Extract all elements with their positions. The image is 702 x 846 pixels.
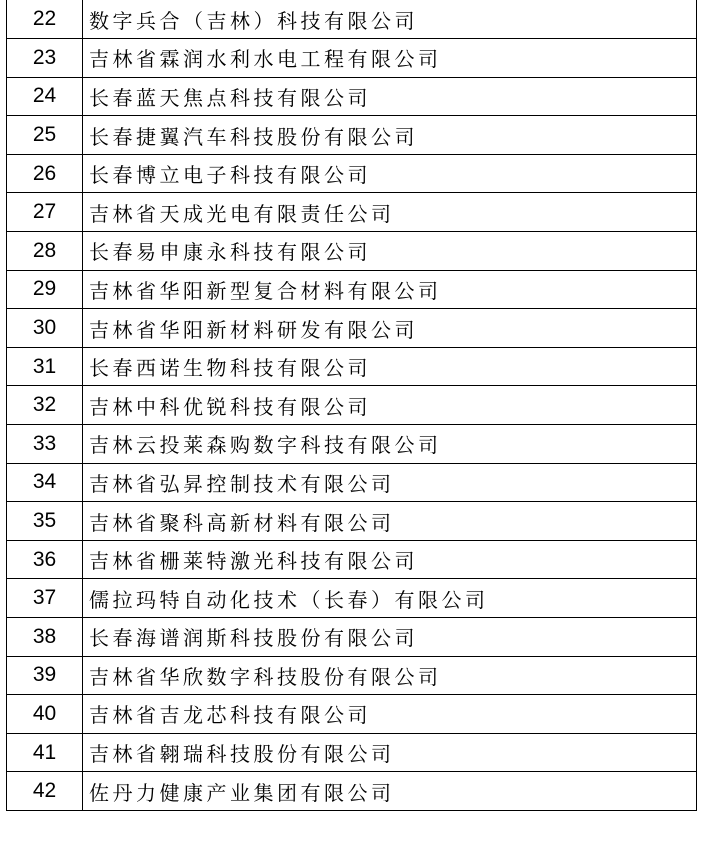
table-row	[7, 232, 697, 271]
row-number: 39	[7, 656, 83, 695]
table-row	[7, 463, 697, 502]
table-row	[7, 39, 697, 78]
company-table	[6, 0, 697, 811]
table-row	[7, 579, 697, 618]
company-name: 长春易申康永科技有限公司	[83, 232, 697, 271]
row-number: 35	[7, 502, 83, 541]
company-name: 吉林省华阳新型复合材料有限公司	[83, 270, 697, 309]
row-number: 26	[7, 154, 83, 193]
company-name: 吉林云投莱森购数字科技有限公司	[83, 425, 697, 464]
company-name: 长春西诺生物科技有限公司	[83, 347, 697, 386]
row-number: 25	[7, 116, 83, 155]
company-name: 吉林省翱瑞科技股份有限公司	[83, 733, 697, 772]
table-row	[7, 386, 697, 425]
row-number: 22	[7, 0, 83, 39]
row-number: 24	[7, 77, 83, 116]
table-row	[7, 309, 697, 348]
company-name: 数字兵合（吉林）科技有限公司	[83, 0, 697, 39]
table-row	[7, 695, 697, 734]
table-row	[7, 154, 697, 193]
company-name: 佐丹力健康产业集团有限公司	[83, 772, 697, 811]
company-name: 吉林省华欣数字科技股份有限公司	[83, 656, 697, 695]
company-name: 吉林省华阳新材料研发有限公司	[83, 309, 697, 348]
table-row	[7, 772, 697, 811]
table-row	[7, 116, 697, 155]
row-number: 27	[7, 193, 83, 232]
table-row	[7, 193, 697, 232]
company-name: 长春海谱润斯科技股份有限公司	[83, 618, 697, 657]
table-row	[7, 347, 697, 386]
table-row	[7, 656, 697, 695]
company-name: 儒拉玛特自动化技术（长春）有限公司	[83, 579, 697, 618]
company-name: 吉林省弘昇控制技术有限公司	[83, 463, 697, 502]
table-row	[7, 618, 697, 657]
row-number: 38	[7, 618, 83, 657]
row-number: 29	[7, 270, 83, 309]
company-name: 吉林省天成光电有限责任公司	[83, 193, 697, 232]
row-number: 28	[7, 232, 83, 271]
table-row	[7, 270, 697, 309]
table-row	[7, 425, 697, 464]
table-row	[7, 502, 697, 541]
row-number: 31	[7, 347, 83, 386]
row-number: 34	[7, 463, 83, 502]
table-row	[7, 77, 697, 116]
row-number: 40	[7, 695, 83, 734]
company-name: 长春博立电子科技有限公司	[83, 154, 697, 193]
company-name: 吉林中科优锐科技有限公司	[83, 386, 697, 425]
row-number: 32	[7, 386, 83, 425]
company-name: 长春蓝天焦点科技有限公司	[83, 77, 697, 116]
table-row	[7, 0, 697, 39]
company-name: 吉林省栅莱特激光科技有限公司	[83, 540, 697, 579]
row-number: 37	[7, 579, 83, 618]
row-number: 30	[7, 309, 83, 348]
company-name: 吉林省吉龙芯科技有限公司	[83, 695, 697, 734]
row-number: 23	[7, 39, 83, 78]
company-name: 吉林省霖润水利水电工程有限公司	[83, 39, 697, 78]
row-number: 33	[7, 425, 83, 464]
row-number: 41	[7, 733, 83, 772]
company-list-sheet	[6, 0, 696, 811]
company-table-body	[7, 0, 697, 810]
company-name: 吉林省聚科高新材料有限公司	[83, 502, 697, 541]
row-number: 42	[7, 772, 83, 811]
table-row	[7, 733, 697, 772]
table-row	[7, 540, 697, 579]
row-number: 36	[7, 540, 83, 579]
company-name: 长春捷翼汽车科技股份有限公司	[83, 116, 697, 155]
